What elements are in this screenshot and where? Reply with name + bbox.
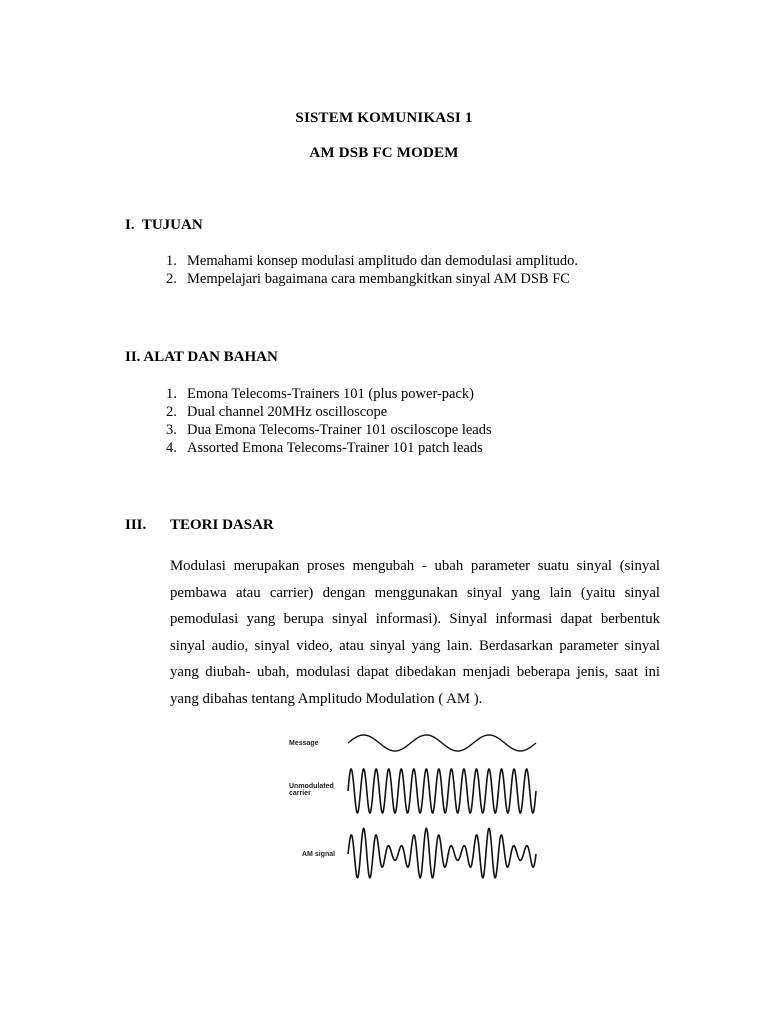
label-am-signal: AM signal: [302, 851, 336, 858]
message-waveform: [348, 735, 536, 751]
section-heading-tujuan: [125, 217, 203, 234]
list-item: 2. Mempelajari bagaimana cara membangkitkan sinyal AM DSB FC: [166, 271, 570, 287]
tujuan-list: [166, 252, 578, 288]
carrier-waveform: [348, 769, 536, 813]
section-heading-teori-dasar: [125, 517, 274, 534]
list-item: 4. Assorted Emona Telecoms-Trainer 101 patch leads: [166, 440, 483, 456]
list-item: 2. Dual channel 20MHz oscilloscope: [166, 404, 388, 420]
label-carrier-line1: Unmodulated: [289, 783, 334, 790]
teori-paragraph: Modulasi merupakan proses mengubah - ubah parameter suatu sinyal (sinyal pembawa atau carrier) dengan menggunakan sinyal yang lain (yaitu sinyal pemodulasi yang berupa sinyal informasi). Sinyal informasi dapat berbentuk sinyal audio, sinyal video, atau sinyal yang lain. Berdasarkan parameter sinyal yang diubah- ubah, modulasi dapat dibedakan menjadi beberapa jenis, saat ini yang dibahas tentang Amplitudo Modulation ( AM ).: [170, 558, 660, 707]
am-signal-waveform: [348, 828, 536, 877]
section-number: I.: [125, 217, 135, 233]
document-subtitle: AM DSB FC MODEM: [309, 145, 459, 161]
label-carrier-line2: carrier: [289, 790, 311, 797]
section-heading-alat-bahan: [125, 349, 278, 366]
list-item: 1. Emona Telecoms-Trainers 101 (plus power-pack): [166, 386, 475, 402]
section-title: TEORI DASAR: [170, 517, 274, 533]
section-number: III.: [125, 517, 147, 533]
list-item: 1. Memahami konsep modulasi amplitudo dan demodulasi amplitudo.: [166, 253, 579, 269]
section-title: TUJUAN: [141, 217, 203, 233]
label-message: Message: [289, 740, 319, 747]
section-title: ALAT DAN BAHAN: [143, 349, 278, 365]
list-item: 3. Dua Emona Telecoms-Trainer 101 osciloscope leads: [166, 422, 492, 438]
section-number: II.: [125, 349, 141, 365]
document-title: SISTEM KOMUNIKASI 1: [295, 110, 473, 126]
alat-bahan-list: [166, 385, 492, 457]
waveform-diagram: [284, 724, 550, 884]
am-waveform-figure: [284, 724, 550, 884]
